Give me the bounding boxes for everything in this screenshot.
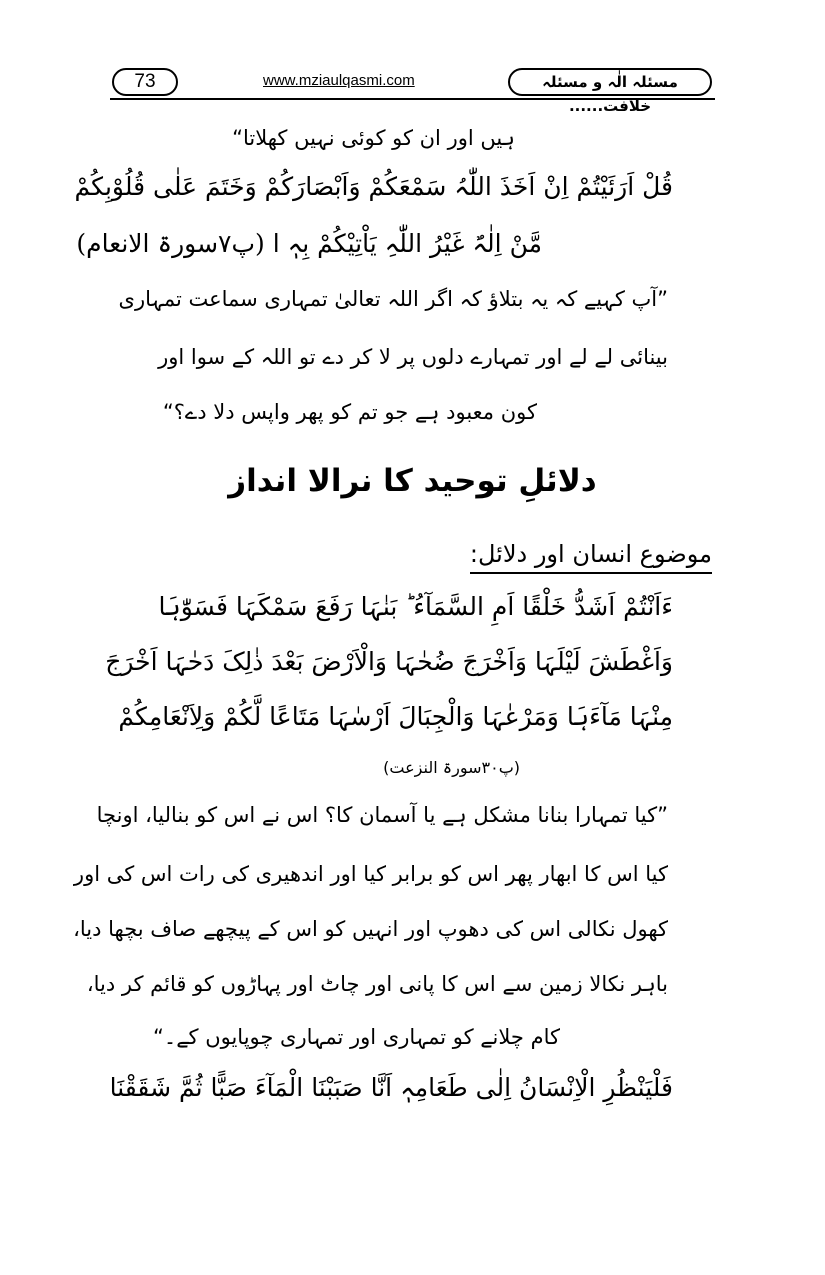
text-line-1: ہیں اور ان کو کوئی نہیں کھلاتا“ (232, 126, 515, 150)
header-divider (110, 98, 715, 100)
translation-line-6: کھول نکالی اس کی دھوپ اور انہیں کو اس کے پیچھے صاف بچھا دیا، (73, 917, 668, 941)
quran-verse-line-6: فَلْیَنْظُرِ الْاِنْسَانُ اِلٰی طَعَامِہٖ اَنَّا صَبَبْنَا الْمَآءَ صَبًّا ثُمَّ شَقَقْنَا (109, 1073, 673, 1102)
page-number: 73 (112, 68, 178, 96)
section-heading: دلائلِ توحید کا نرالا انداز (228, 463, 597, 499)
quran-verse-line-4: وَاَغْطَشَ لَیْلَہَا وَاَخْرَجَ ضُحٰہَا وَالْاَرْضَ بَعْدَ ذٰلِکَ دَحٰہَا اَخْرَجَ (105, 647, 673, 676)
quran-verse-line-1: قُلْ اَرَئَیْتُمْ اِنْ اَخَذَ اللّٰہُ سَمْعَکُمْ وَاَبْصَارَکُمْ وَخَتَمَ عَلٰی قُلُوْبِکُمْ (74, 172, 673, 201)
surah-reference: (پ۳۰سورۃ النزعت) (383, 758, 520, 777)
translation-line-3: کون معبود ہے جو تم کو پھر واپس دلا دے؟“ (162, 400, 537, 424)
site-url-link[interactable]: www.mziaulqasmi.com (263, 72, 415, 89)
topic-subheading: موضوع انسان اور دلائل: (470, 540, 712, 574)
quran-verse-line-2: مَّنْ اِلٰہٌ غَیْرُ اللّٰہِ یَاْتِیْکُمْ بِہٖ ا (پ۷سورۃ الانعام) (76, 229, 542, 258)
translation-line-4: ”کیا تمہارا بنانا مشکل ہے یا آسمان کا؟ اس نے اس کو بنالیا، اونچا (96, 803, 668, 827)
quran-verse-line-3: ءَاَنْتُمْ اَشَدُّ خَلْقًا اَمِ السَّمَآءُ ؕ بَنٰہَا رَفَعَ سَمْکَہَا فَسَوّٰہَا (158, 592, 673, 621)
page-header (100, 66, 720, 115)
translation-line-7: باہر نکالا زمین سے اس کا پانی اور چاٹ اور پہاڑوں کو قائم کر دیا، (86, 972, 668, 996)
translation-line-2: بینائی لے لے اور تمہارے دلوں پر لا کر دے تو اللہ کے سوا اور (158, 345, 668, 369)
quran-verse-line-5: مِنْہَا مَآءَہَا وَمَرْعٰہَا وَالْجِبَالَ اَرْسٰہَا مَتَاعًا لَّکُمْ وَلِاَنْعَامِکُمْ (118, 702, 673, 731)
book-title-badge: مسئلہ الٰہ و مسئلہ خلافت...... (508, 68, 712, 96)
translation-line-1: ”آپ کہیے کہ یہ بتلاؤ کہ اگر اللہ تعالیٰ تمہاری سماعت تمہاری (118, 287, 668, 311)
translation-line-5: کیا اس کا ابھار پھر اس کو برابر کیا اور اندھیری کی رات اس کی اور (73, 862, 668, 886)
translation-line-8: کام چلانے کو تمہاری اور تمہاری چوپایوں کے۔“ (153, 1025, 560, 1049)
